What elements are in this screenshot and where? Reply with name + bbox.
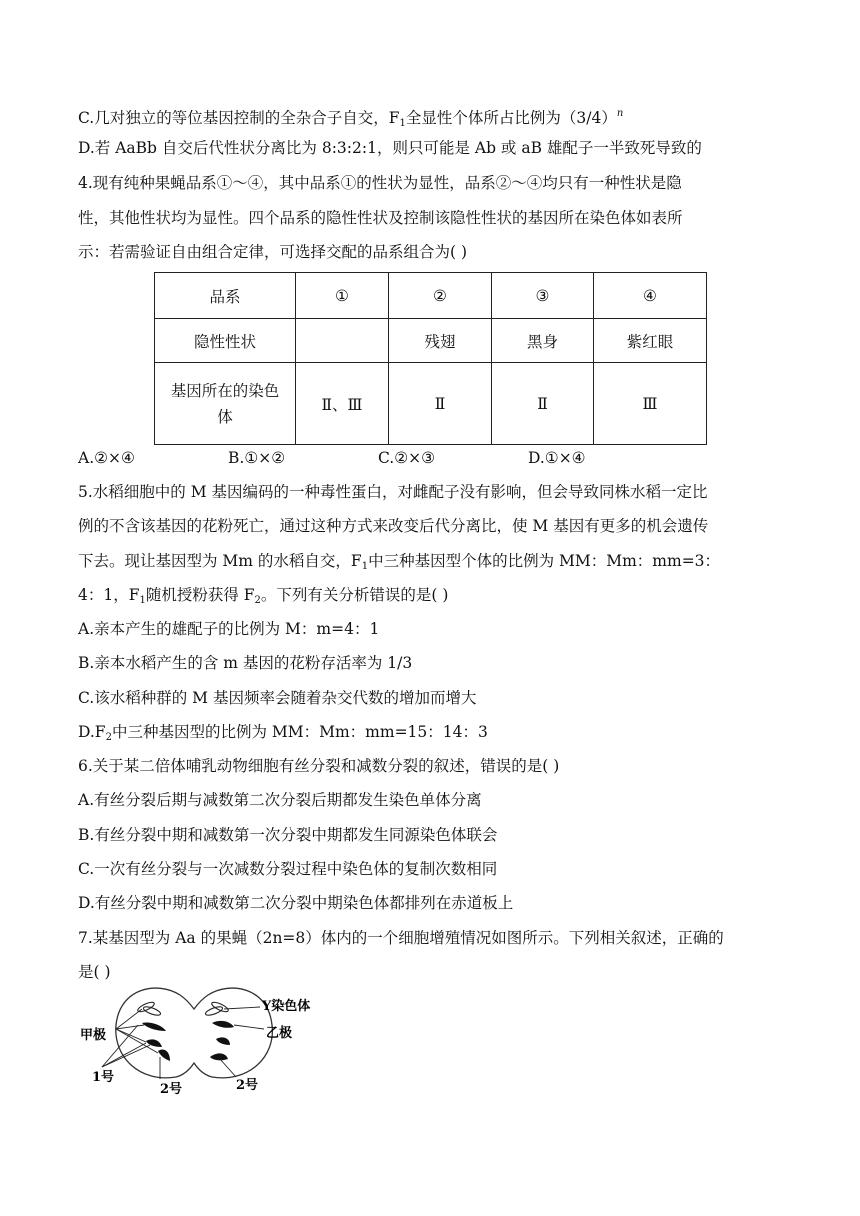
q5-option-a: A.亲本产生的雄配子的比例为 M：m=4：1: [78, 620, 380, 638]
q3-option-d: D.若 AaBb 自交后代性状分离比为 8:3:2:1，则只可能是 Ab 或 aB 雄配子一半致死导致的: [78, 139, 702, 157]
table-cell: ①: [296, 273, 389, 319]
q7-stem-line-1: 7.某基因型为 Aa 的果蝇（2n=8）体内的一个细胞增殖情况如图所示。下列相关叙述，正确的: [78, 929, 724, 947]
table-cell: 紫红眼: [594, 319, 707, 363]
q6-option-d: D.有丝分裂中期和减数第二次分裂中期染色体都排列在赤道板上: [78, 894, 514, 912]
q5-stem-line-2: 例的不含该基因的花粉死亡，通过这种方式来改变后代分离比，使 M 基因有更多的机会遗传: [78, 517, 709, 535]
cell-division-figure: [80, 985, 320, 1097]
q5-stem-line-3: 下去。现让基因型为 Mm 的水稻自交，$F_1$中三种基因型个体的比例为 MM：Mm：mm=3：: [78, 552, 721, 572]
label-yi-pole: 乙极: [266, 1026, 293, 1041]
q5-option-c: C.该水稻种群的 M 基因频率会随着杂交代数的增加而增大: [78, 689, 477, 707]
chromosome-shape: [212, 1021, 234, 1028]
table-cell: 残翅: [389, 319, 492, 363]
table-cell: 品系: [155, 273, 296, 319]
table-cell: ②: [389, 273, 492, 319]
q5-stem-line-4: 4：1，$F_1$随机授粉获得 $F_2$。下列有关分析错误的是( ): [78, 586, 449, 606]
cell-outline: [116, 988, 273, 1078]
q7-stem-line-2: 是( ): [78, 963, 111, 981]
q4-option-a: A.②×④: [78, 449, 135, 467]
table-header-row: [155, 273, 707, 319]
q5-option-d: $D.F_2$中三种基因型的比例为 MM：Mm：mm=15：14：3: [78, 723, 488, 743]
q4-stem-line-1: 4.现有纯种果蝇品系①～④，其中品系①的性状为显性，品系②～④均只有一种性状是隐: [78, 174, 682, 192]
leader-lines: [102, 1007, 264, 1079]
table-row-chromosome: [155, 363, 707, 445]
q3-option-c: C.几对独立的等位基因控制的全杂合子自交，$F_1$全显性个体所占比例为$(3/4)^n$: [78, 108, 624, 129]
q4-stem-line-2: 性，其他性状均为显性。四个品系的隐性性状及控制该隐性性状的基因所在染色体如表所: [78, 209, 683, 227]
label-jia-pole: 甲极: [80, 1028, 107, 1043]
table-cell-label: 基因所在的染色 体: [155, 363, 296, 445]
chromosome-shape: [216, 1037, 230, 1045]
table-cell: Ⅱ、Ⅲ: [296, 363, 389, 445]
label-y-chromosome: Y染色体: [262, 999, 311, 1014]
table-cell: ④: [594, 273, 707, 319]
q4-option-d: D.①×④: [528, 449, 586, 467]
table-cell: 隐性性状: [155, 319, 296, 363]
table-cell: ③: [492, 273, 594, 319]
q6-option-a: A.有丝分裂后期与减数第二次分裂后期都发生染色单体分离: [78, 791, 482, 809]
label-chromosome-2-right: 2号: [236, 1078, 259, 1093]
q4-option-c: C.②×③: [378, 449, 436, 467]
label-chromosome-1: 1号: [92, 1070, 115, 1085]
q6-option-b: B.有丝分裂中期和减数第一次分裂中期都发生同源染色体联会: [78, 826, 498, 844]
table-cell: 黑身: [492, 319, 594, 363]
table-cell: [296, 319, 389, 363]
q4-option-b: B.①×②: [228, 449, 286, 467]
q6-option-c: C.一次有丝分裂与一次减数分裂过程中染色体的复制次数相同: [78, 860, 498, 878]
label-chromosome-2-left: 2号: [160, 1082, 183, 1097]
table-row-trait: [155, 319, 707, 363]
chromosome-shape: [210, 1053, 228, 1060]
q6-stem: 6.关于某二倍体哺乳动物细胞有丝分裂和减数分裂的叙述，错误的是( ): [78, 757, 560, 775]
q4-stem-line-3: 示：若需验证自由组合定律，可选择交配的品系组合为( ): [78, 243, 468, 261]
strain-table: [154, 272, 707, 445]
table-cell: Ⅱ: [389, 363, 492, 445]
q5-stem-line-1: 5.水稻细胞中的 M 基因编码的一种毒性蛋白，对雌配子没有影响，但会导致同株水稻一定比: [78, 483, 708, 501]
chromosome-shape: [142, 1022, 166, 1031]
table-cell: Ⅱ: [492, 363, 594, 445]
q5-option-b: B.亲本水稻产生的含 m 基因的花粉存活率为 1/3: [78, 654, 413, 672]
table-cell: Ⅲ: [594, 363, 707, 445]
